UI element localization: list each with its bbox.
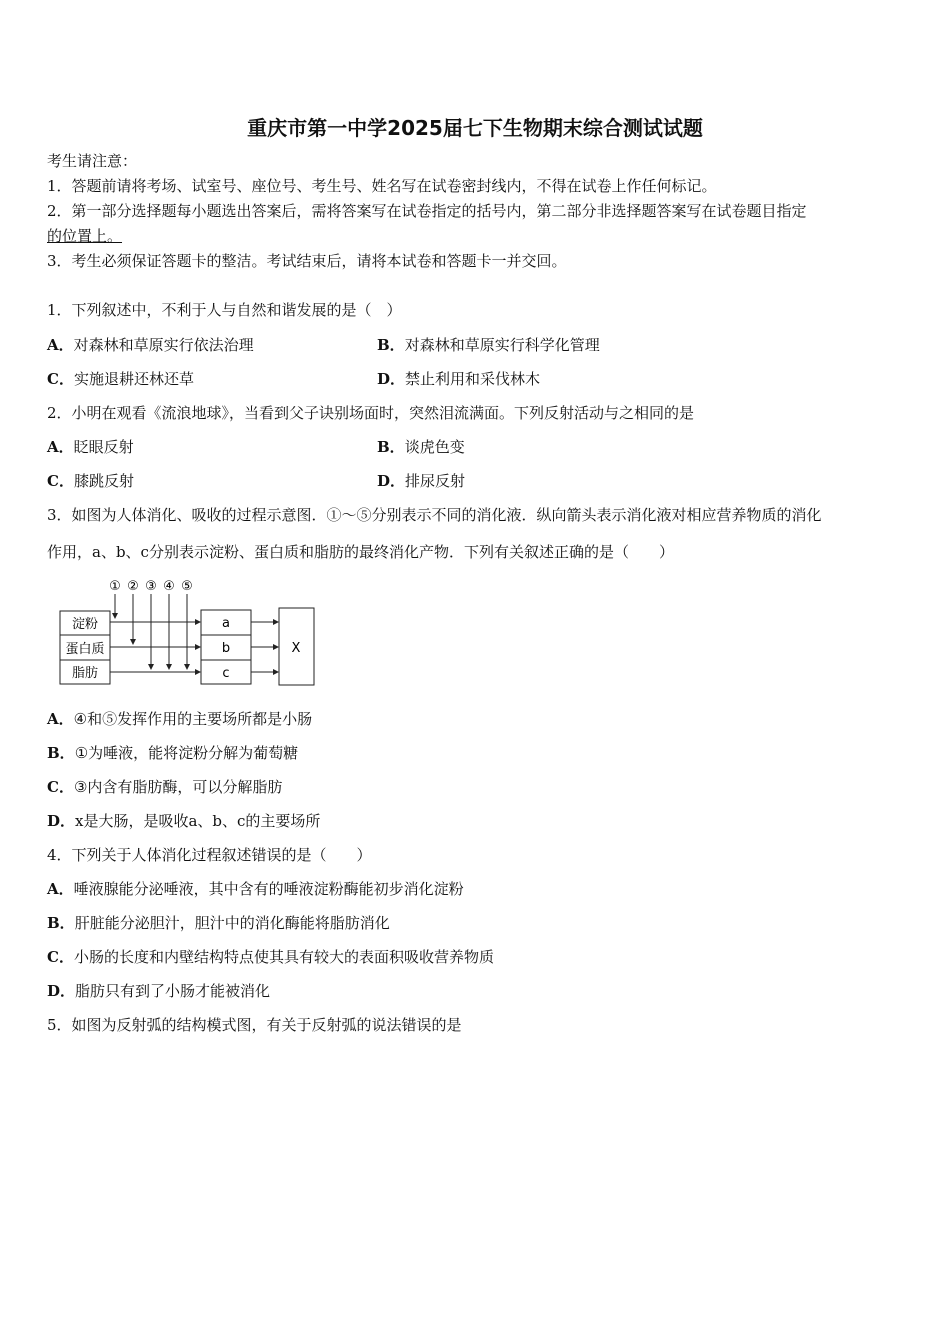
- option-b: [47, 913, 390, 933]
- nutrient-label: 淀粉: [71, 617, 99, 632]
- option-label: A．: [47, 710, 74, 728]
- option-label: D．: [377, 472, 406, 490]
- option-b: [47, 743, 298, 763]
- option-text: 对森林和草原实行依法治理: [73, 336, 254, 354]
- question-stem: 3．如图为人体消化、吸收的过程示意图．①～⑤分别表示不同的消化液．纵向箭头表示消化液对相应营养物质的消化: [47, 506, 822, 524]
- juice-label: [163, 579, 175, 594]
- svg-text:②: ②: [127, 579, 139, 594]
- option-a: [47, 335, 254, 355]
- option-text: ④和⑤发挥作用的主要场所都是小肠: [73, 710, 313, 728]
- option-label: D．: [47, 812, 76, 830]
- option-b: [377, 335, 600, 355]
- option-text: 脂肪只有到了小肠才能被消化: [75, 982, 271, 1000]
- option-label: D．: [47, 982, 76, 1000]
- option-label: C．: [47, 472, 74, 490]
- svg-text:⑤: ⑤: [181, 579, 193, 594]
- svg-text:③: ③: [145, 579, 157, 594]
- option-c: [47, 777, 282, 797]
- option-text: 肝脏能分泌胆汁，胆汁中的消化酶能将脂肪消化: [74, 914, 390, 932]
- option-text: 膝跳反射: [73, 472, 134, 490]
- option-a: [47, 709, 312, 729]
- question-stem: 2．小明在观看《流浪地球》，当看到父子诀别场面时，突然泪流满面。下列反射活动与之相同的是: [47, 404, 695, 422]
- page-title: 重庆市第一中学2025届七下生物期末综合测试试题: [247, 116, 703, 140]
- option-c: [47, 947, 494, 967]
- organ-label: X: [291, 641, 301, 656]
- option-label: A．: [47, 336, 74, 354]
- option-d: [47, 981, 270, 1001]
- product-label: c: [222, 666, 230, 681]
- option-text: 禁止利用和采伐林木: [405, 370, 541, 388]
- option-label: B．: [377, 336, 405, 354]
- question-stem: 5．如图为反射弧的结构模式图，有关于反射弧的说法错误的是: [47, 1016, 462, 1034]
- question-stem-cont: 作用，a、b、c分别表示淀粉、蛋白质和脂肪的最终消化产物．下列有关叙述正确的是（ ）: [47, 543, 674, 561]
- option-label: B．: [47, 914, 75, 932]
- option-text: 实施退耕还林还草: [73, 370, 194, 388]
- option-label: B．: [377, 438, 405, 456]
- option-d: [377, 471, 465, 491]
- option-text: 对森林和草原实行科学化管理: [404, 336, 600, 354]
- option-text: x是大肠，是吸收a、b、c的主要场所: [75, 812, 321, 830]
- juice-label: [181, 579, 193, 594]
- option-text: 唾液腺能分泌唾液，其中含有的唾液淀粉酶能初步消化淀粉: [73, 880, 464, 898]
- option-label: A．: [47, 880, 74, 898]
- nutrient-label: 蛋白质: [65, 642, 105, 657]
- notice-heading: 考生请注意：: [47, 152, 138, 170]
- option-text: 小肠的长度和内壁结构特点使其具有较大的表面积吸收营养物质: [73, 948, 494, 966]
- notice-item: 2．第一部分选择题每小题选出答案后，需将答案写在试卷指定的括号内，第二部分非选择题答案写在试卷题目指定: [47, 202, 807, 220]
- option-a: [47, 437, 134, 457]
- nutrient-label: 脂肪: [71, 666, 99, 681]
- option-d: [47, 811, 320, 831]
- option-label: A．: [47, 438, 74, 456]
- notice-item: 1．答题前请将考场、试室号、座位号、考生号、姓名写在试卷密封线内，不得在试卷上作任何标记。: [47, 177, 717, 195]
- option-text: 谈虎色变: [404, 438, 465, 456]
- option-text: ③内含有脂肪酶，可以分解脂肪: [73, 778, 283, 796]
- question-stem: 4．下列关于人体消化过程叙述错误的是（ ）: [47, 846, 372, 864]
- option-c: [47, 471, 134, 491]
- option-text: 排尿反射: [405, 472, 466, 490]
- product-label: b: [221, 641, 231, 656]
- question-stem: 1．下列叙述中，不利于人与自然和谐发展的是（ ）: [47, 301, 402, 319]
- svg-text:①: ①: [109, 579, 121, 594]
- juice-label: [127, 579, 139, 594]
- juice-label: [109, 579, 121, 594]
- option-b: [377, 437, 465, 457]
- svg-text:④: ④: [163, 579, 175, 594]
- digestion-diagram: [50, 572, 330, 692]
- option-label: D．: [377, 370, 406, 388]
- notice-item: 的位置上。: [47, 227, 123, 245]
- option-text: ①为唾液，能将淀粉分解为葡萄糖: [74, 744, 299, 762]
- option-label: C．: [47, 370, 74, 388]
- option-d: [377, 369, 540, 389]
- option-a: [47, 879, 464, 899]
- product-label: a: [222, 616, 230, 631]
- option-label: C．: [47, 778, 74, 796]
- option-c: [47, 369, 194, 389]
- juice-label: [145, 579, 157, 594]
- option-text: 眨眼反射: [73, 438, 134, 456]
- option-label: C．: [47, 948, 74, 966]
- option-label: B．: [47, 744, 75, 762]
- notice-item: 3．考生必须保证答题卡的整洁。考试结束后，请将本试卷和答题卡一并交回。: [47, 252, 567, 270]
